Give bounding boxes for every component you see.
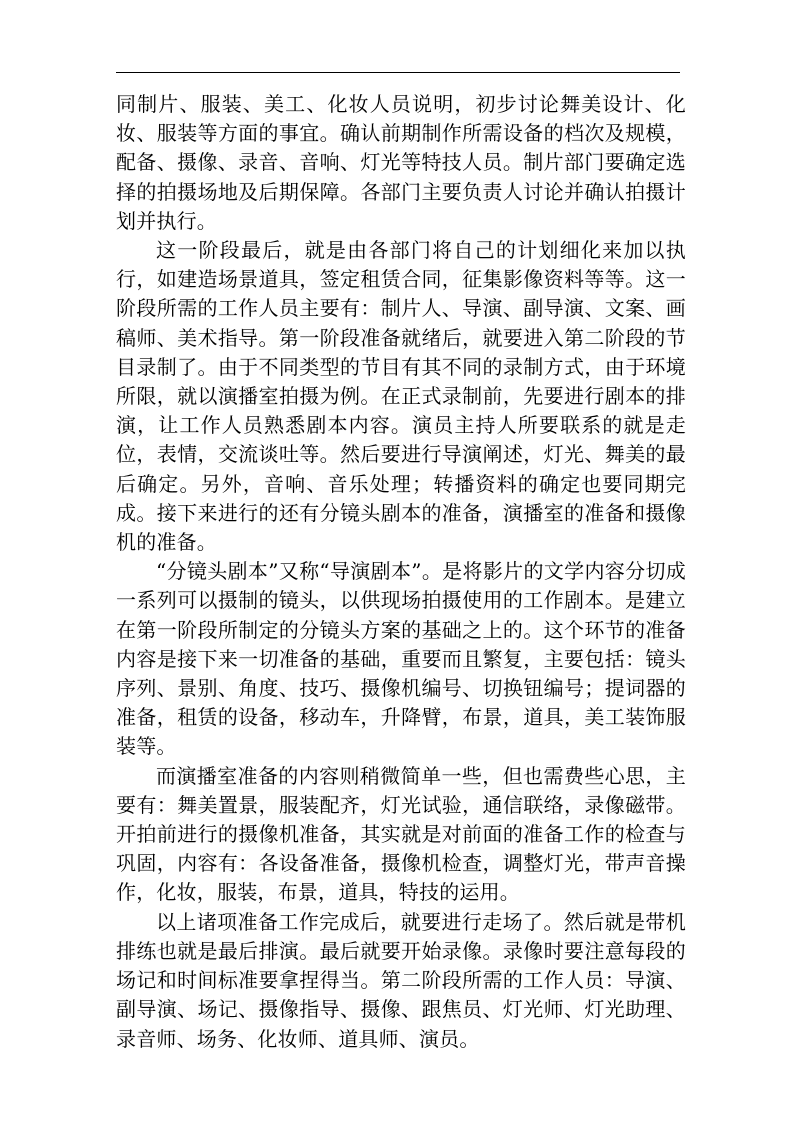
header-rule (116, 72, 680, 73)
paragraph: 这一阶段最后，就是由各部门将自己的计划细化来加以执行，如建造场景道具，签定租赁合同，征集影像资料等等。这一阶段所需的工作人员主要有：制片人、导演、副导演、文案、画稿师、美术指导。第一阶段准备就绪后，就要进入第二阶段的节目录制了。由于不同类型的节目有其不同的录制方式，由于环境所限，就以演播室拍摄为例。在正式录制前，先要进行剧本的排演，让工作人员熟悉剧本内容。演员主持人所要联系的就是走位，表情，交流谈吐等。然后要进行导演阐述，灯光、舞美的最后确定。另外，音响、音乐处理；转播资料的确定也要同期完成。接下来进行的还有分镜头剧本的准备，演播室的准备和摄像机的准备。 (116, 238, 686, 555)
document-body (116, 90, 686, 1054)
paragraph: 以上诸项准备工作完成后，就要进行走场了。然后就是带机排练也就是最后排演。最后就要开始录像。录像时要注意每段的场记和时间标准要拿捏得当。第二阶段所需的工作人员：导演、副导演、场记、摄像指导、摄像、跟焦员、灯光师、灯光助理、录音师、场务、化妆师、道具师、演员。 (116, 909, 686, 1051)
paragraph: “分镜头剧本”又称“导演剧本”。是将影片的文学内容分切成一系列可以摄制的镜头，以供现场拍摄使用的工作剧本。是建立在第一阶段所制定的分镜头方案的基础之上的。这个环节的准备内容是接下来一切准备的基础，重要而且繁复，主要包括：镜头序列、景别、角度、技巧、摄像机编号、切换钮编号；提词器的准备，租赁的设备，移动车，升降臂，布景，道具，美工装饰服装等。 (116, 559, 686, 759)
paragraph: 同制片、服装、美工、化妆人员说明，初步讨论舞美设计、化妆、服装等方面的事宜。确认前期制作所需设备的档次及规模，配备、摄像、录音、音响、灯光等特技人员。制片部门要确定选择的拍摄场地及后期保障。各部门主要负责人讨论并确认拍摄计划并执行。 (116, 92, 686, 233)
paragraph: 而演播室准备的内容则稍微简单一些，但也需费些心思，主要有：舞美置景，服装配齐，灯光试验，通信联络，录像磁带。开拍前进行的摄像机准备，其实就是对前面的准备工作的检查与巩固，内容有：各设备准备，摄像机检查，调整灯光，带声音操作，化妆，服装，布景，道具，特技的运用。 (116, 763, 686, 905)
